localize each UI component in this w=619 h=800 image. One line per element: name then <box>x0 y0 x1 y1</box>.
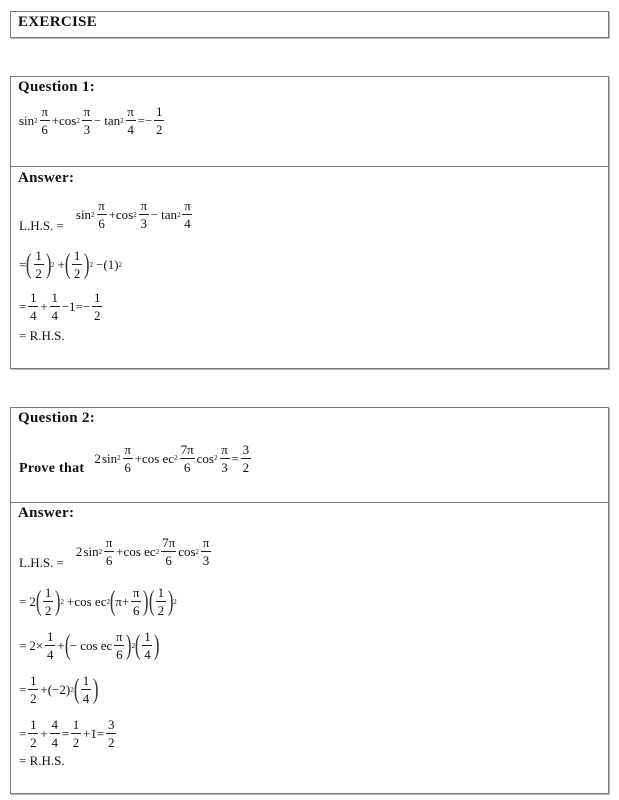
lhs-label: L.H.S. = <box>19 555 64 570</box>
question-1-divider <box>11 166 608 167</box>
answer-1-step-2: = ( $\frac{1}{2}$ ) 2 + ( $\frac{1}{2}$ ) 2 − ( 1 ) 2 <box>19 248 123 281</box>
answer-1-label: Answer: <box>18 170 75 186</box>
answer-2-rhs: = R.H.S. <box>19 753 65 768</box>
answer-2-step-3: = 2 × $\frac{1}{4}$ + ( − cos ec $\frac{\pi}{6}$ ) 2 ( $\frac{1}{4}$ ) <box>19 629 160 662</box>
lhs-label: L.H.S. = <box>19 218 64 233</box>
answer-1-step-1: L.H.S. = sin 2 $\frac{\pi}{6}$ + cos 2 $\frac{\pi}{3}$ − tan 2 $\frac{\pi}{4}$ <box>19 198 191 233</box>
exercise-header-box <box>10 11 609 38</box>
answer-1-rhs: = R.H.S. <box>19 328 65 343</box>
question-1-label: Question 1: <box>18 79 96 95</box>
answer-2-label: Answer: <box>18 505 75 521</box>
question-2-box <box>10 407 609 794</box>
answer-1-step-3: = $\frac{1}{4}$ + $\frac{1}{4}$ − 1 = − $\frac{1}{2}$ <box>19 290 101 323</box>
question-2-divider <box>11 502 608 503</box>
question-2-label: Question 2: <box>18 410 96 426</box>
question-1-box <box>10 76 609 369</box>
answer-2-step-4: = $\frac{1}{2}$ + ( −2 ) 2 ( $\frac{1}{4}$ ) <box>19 673 99 706</box>
answer-2-step-1: L.H.S. = 2 sin 2 $\frac{\pi}{6}$ + cos ec 2 $\frac{7\pi}{6}$ cos 2 $\frac{\pi}{3}$ <box>19 535 210 570</box>
exercise-title: EXERCISE <box>18 14 98 30</box>
question-2-statement: Prove that 2 sin 2 $\frac{\pi}{6}$ + cos ec 2 $\frac{7\pi}{6}$ cos 2 $\frac{\pi}{3}$ = $\frac{3}{2}$ <box>19 441 250 476</box>
answer-2-step-2: = 2 ( $\frac{1}{2}$ ) 2 + cos ec 2 ( π + $\frac{\pi}{6}$ ) ( $\frac{1}{2}$ ) 2 <box>19 585 177 618</box>
answer-2-step-5: = $\frac{1}{2}$ + $\frac{4}{4}$ = $\frac{1}{2}$ + 1 = $\frac{3}{2}$ <box>19 717 115 750</box>
prove-that-label: Prove that <box>19 461 85 476</box>
question-1-statement: sin 2 $\frac{\pi}{6}$ + cos 2 $\frac{\pi}{3}$ − tan 2 $\frac{\pi}{4}$ = − $\frac{1}{2}$ <box>19 104 163 137</box>
